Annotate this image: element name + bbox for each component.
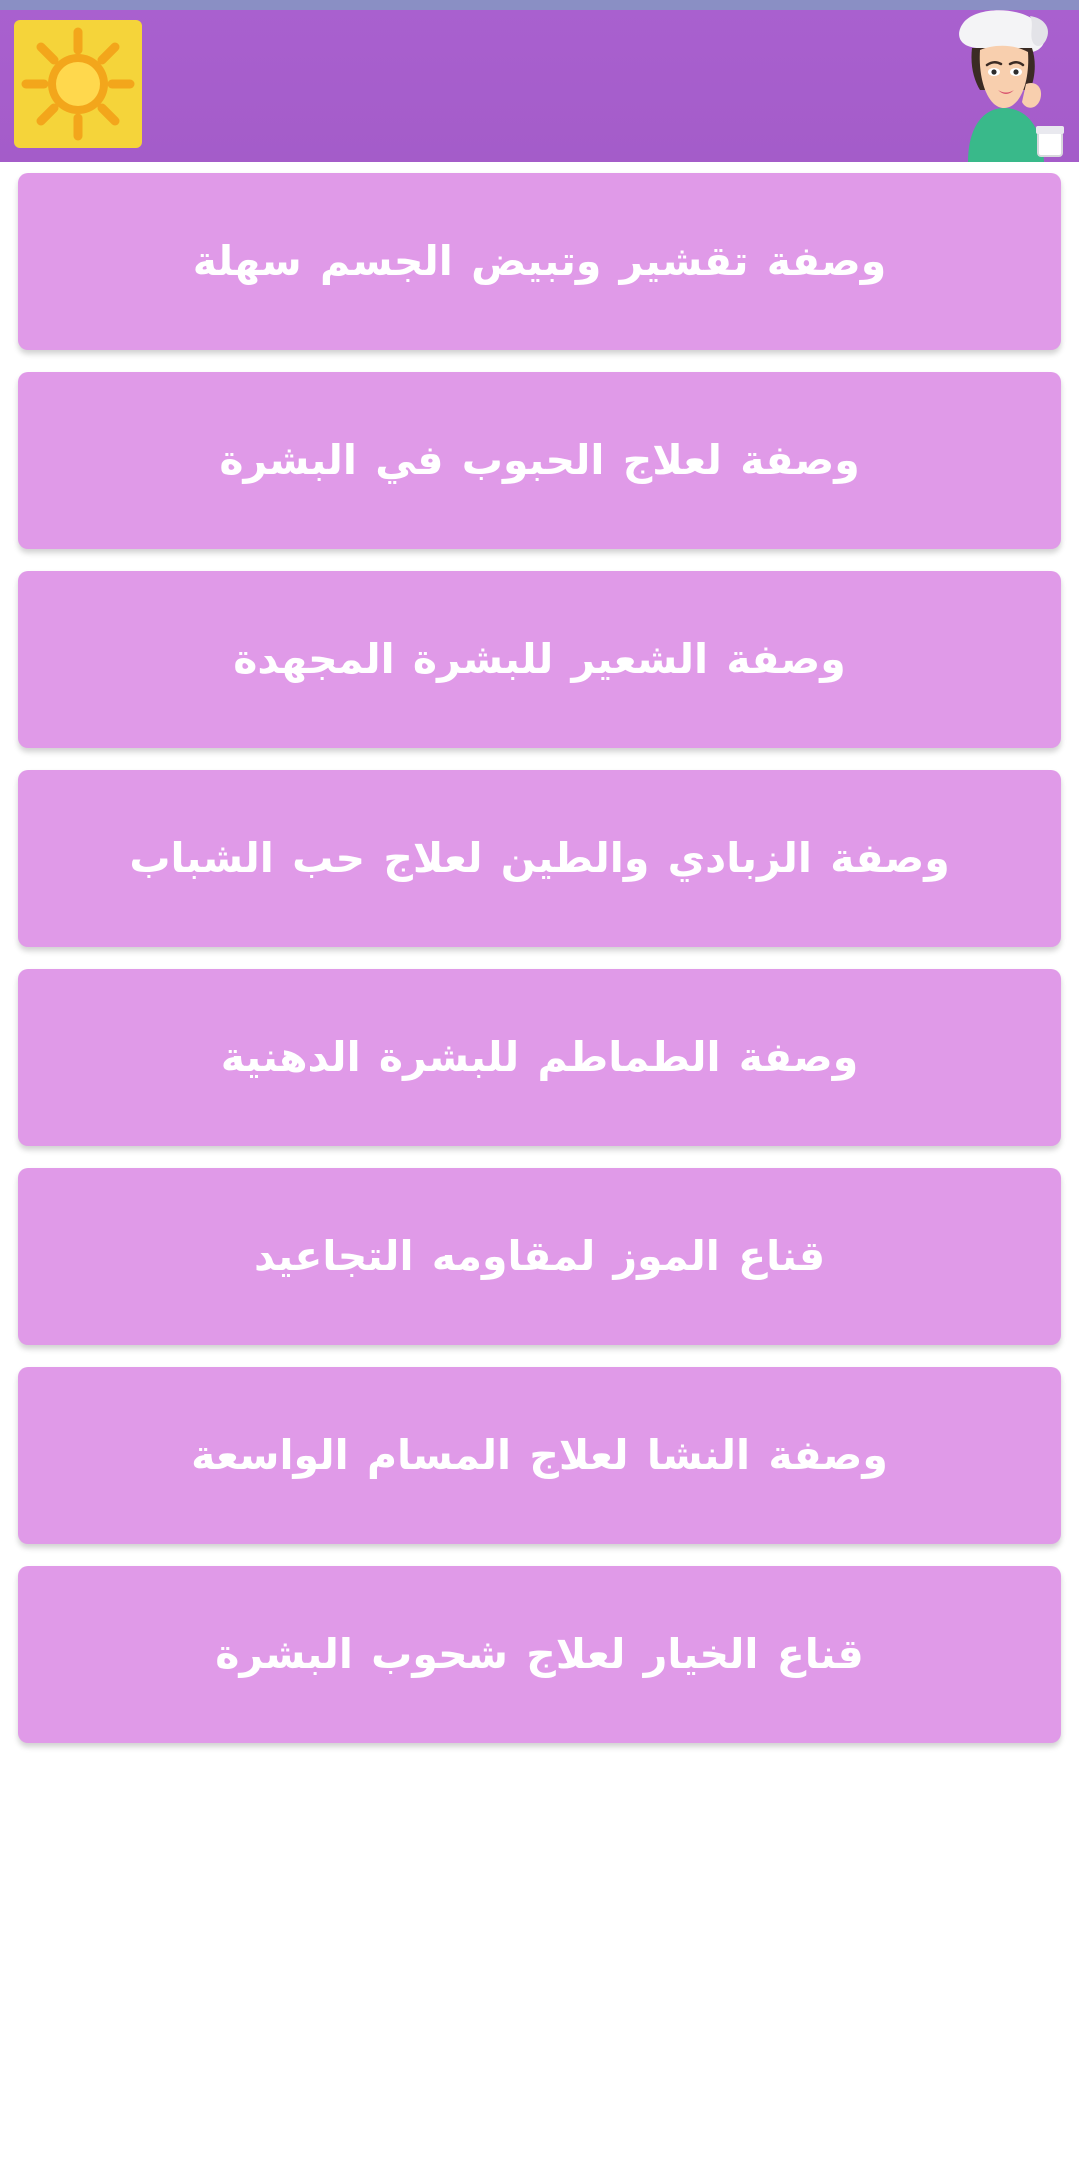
list-item-label: وصفة الطماطم للبشرة الدهنية [220, 1032, 859, 1081]
list-item[interactable] [18, 969, 1061, 1146]
list-item-label: وصفة الشعير للبشرة المجهدة [233, 634, 846, 683]
list-item[interactable] [18, 173, 1061, 350]
list-item[interactable] [18, 1168, 1061, 1345]
list-item[interactable] [18, 372, 1061, 549]
list-item-label: وصفة النشا لعلاج المسام الواسعة [191, 1430, 888, 1479]
list-item-label: وصفة الزبادي والطين لعلاج حب الشباب [129, 833, 950, 882]
list-item[interactable] [18, 1566, 1061, 1743]
sun-icon[interactable] [14, 20, 142, 148]
app-header [0, 10, 1079, 165]
list-item-label: قناع الموز لمقاومه التجاعيد [253, 1231, 826, 1280]
list-item[interactable] [18, 770, 1061, 947]
list-item[interactable] [18, 571, 1061, 748]
list-item-label: وصفة تقشير وتبيض الجسم سهلة [192, 236, 887, 285]
status-bar [0, 0, 1079, 10]
list-item-label: وصفة لعلاج الحبوب في البشرة [219, 435, 860, 484]
woman-skincare-avatar-icon [934, 10, 1069, 162]
list-item-label: قناع الخيار لعلاج شحوب البشرة [215, 1629, 864, 1678]
recipe-list[interactable] [0, 165, 1079, 2162]
list-item[interactable] [18, 1367, 1061, 1544]
